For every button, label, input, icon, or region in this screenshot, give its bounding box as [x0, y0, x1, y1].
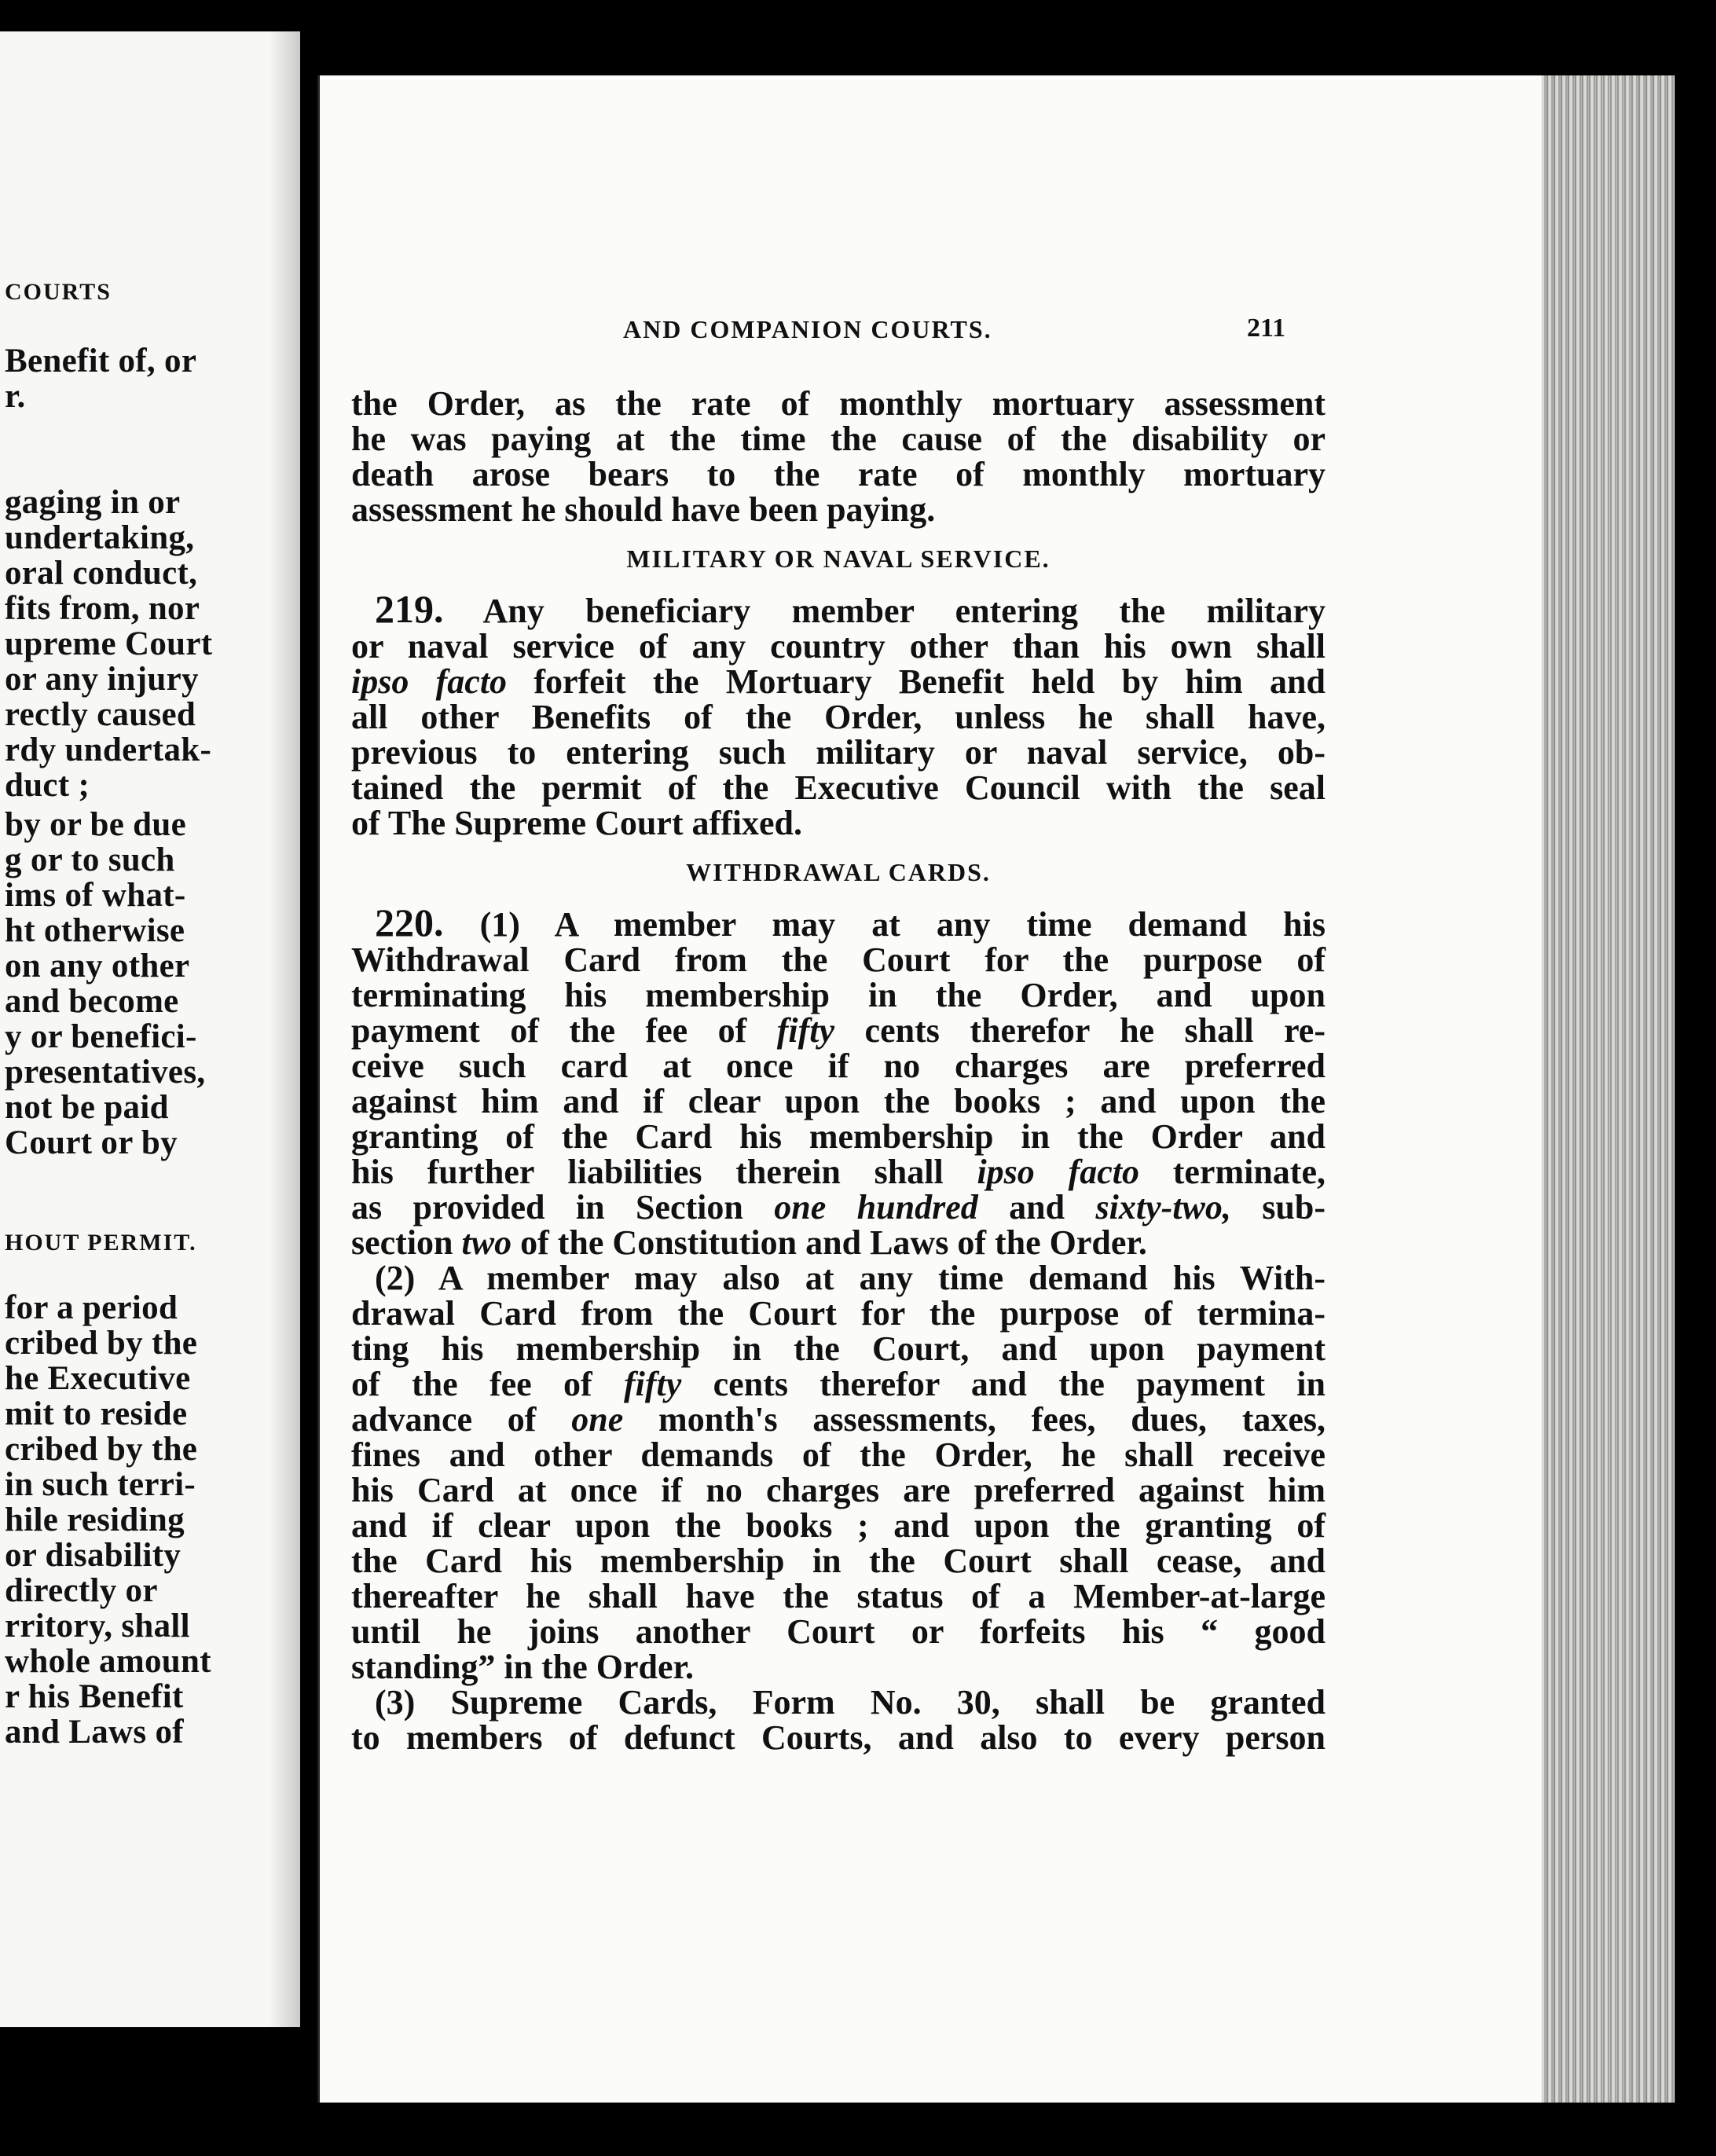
section-number-220: 220. [375, 900, 444, 944]
left-page-line: or disability [5, 1537, 182, 1574]
left-page-line: directly or [5, 1572, 158, 1609]
text-line: ipso facto forfeit the Mortuary Benefit held by him and [351, 662, 1326, 701]
text-line: thereafter he shall have the status of a Member-at-large [351, 1577, 1326, 1615]
left-page-line: for a period [5, 1289, 178, 1326]
left-page-line: cribed by the [5, 1325, 198, 1362]
page-number: 211 [1247, 314, 1286, 343]
section-number-219: 219. [375, 587, 444, 631]
text-line: drawal Card from the Court for the purpose of termina- [351, 1294, 1326, 1333]
text-line: until he joins another Court or forfeits his “ good [351, 1612, 1326, 1651]
left-page-line: or any injury [5, 661, 199, 698]
left-page-line: and become [5, 983, 179, 1020]
left-page-line: in such terri- [5, 1466, 196, 1503]
text-line: fines and other demands of the Order, he shall receive [351, 1436, 1326, 1474]
left-page-line: fits from, nor [5, 590, 200, 627]
left-page-line: gaging in or [5, 484, 181, 521]
page-edges [1542, 75, 1675, 2103]
left-page-line: ims of what- [5, 877, 186, 914]
text-line: of the fee of fifty cents therefor and the payment in [351, 1365, 1326, 1403]
left-page-line: on any other [5, 948, 190, 984]
left-page-heading: HOUT PERMIT. [5, 1230, 197, 1256]
text-line: the Order, as the rate of monthly mortuary assessment [351, 384, 1326, 423]
page-body [351, 386, 1326, 1755]
text-line: the Card his membership in the Court shall cease, and [351, 1542, 1326, 1580]
text-line: assessment he should have been paying. [351, 490, 936, 529]
left-page-line: and Laws of [5, 1714, 184, 1751]
text-line: he was paying at the time the cause of the disability or [351, 420, 1326, 458]
left-page-line: r. [5, 378, 26, 415]
text-line: tained the permit of the Executive Council with the seal [351, 768, 1326, 807]
left-page-line: rectly caused [5, 696, 196, 733]
left-page-line: hile residing [5, 1502, 185, 1538]
left-page-line: cribed by the [5, 1431, 198, 1468]
left-page-line: r his Benefit [5, 1678, 184, 1715]
section-220-line: 220. (1) A member may at any time demand his [375, 900, 1326, 944]
section-heading-withdrawal: WITHDRAWAL CARDS. [686, 858, 991, 886]
text-line: (3) Supreme Cards, Form No. 30, shall be granted [375, 1683, 1326, 1722]
left-page-line: Benefit of, or [5, 343, 197, 380]
left-page-line: presentatives, [5, 1054, 206, 1091]
text-line: and if clear upon the books ; and upon the granting of [351, 1506, 1326, 1545]
section-219-line: 219. Any beneficiary member entering the military [375, 587, 1326, 631]
left-page-line: upreme Court [5, 625, 213, 662]
text-line: (2) A member may also at any time demand his With- [375, 1259, 1326, 1297]
running-head: AND COMPANION COURTS. [623, 315, 992, 343]
text-line: granting of the Card his membership in the Order and [351, 1117, 1326, 1156]
text-line: his further liabilities therein shall ipso facto terminate, [351, 1153, 1326, 1191]
text-line: ting his membership in the Court, and upon payment [351, 1329, 1326, 1368]
book-spine [300, 47, 317, 2090]
left-page [0, 31, 300, 2027]
text-line: to members of defunct Courts, and also to every person [351, 1718, 1326, 1757]
text-line: or naval service of any country other than his own shall [351, 627, 1326, 666]
right-page [317, 75, 1675, 2103]
left-page-line: Court or by [5, 1124, 178, 1161]
left-page-line: duct ; [5, 767, 90, 804]
text-line: standing” in the Order. [351, 1648, 695, 1686]
text-line: all other Benefits of the Order, unless he shall have, [351, 698, 1326, 736]
left-page-line: g or to such [5, 842, 175, 878]
left-page-line: mit to reside [5, 1395, 188, 1432]
text-line: of The Supreme Court affixed. [351, 804, 803, 842]
text-line: as provided in Section one hundred and sixty-two, sub- [351, 1188, 1326, 1226]
text-line: against him and if clear upon the books ; and upon the [351, 1082, 1326, 1120]
left-page-line: whole amount [5, 1643, 211, 1680]
left-page-line: not be paid [5, 1089, 169, 1126]
left-page-line: undertaking, [5, 519, 195, 556]
left-page-line: ht otherwise [5, 912, 185, 949]
text-line: previous to entering such military or naval service, ob- [351, 733, 1326, 772]
text-line: advance of one month's assessments, fees, dues, taxes, [351, 1400, 1326, 1439]
left-page-line: oral conduct, [5, 555, 198, 592]
left-page-line: rdy undertak- [5, 732, 212, 768]
left-page-line: he Executive [5, 1360, 191, 1397]
text-line: terminating his membership in the Order, and upon [351, 976, 1326, 1014]
left-page-line: y or benefici- [5, 1018, 197, 1055]
left-page-line: by or be due [5, 806, 186, 843]
text-line: ceive such card at once if no charges are preferred [351, 1047, 1326, 1085]
left-page-heading: COURTS [5, 279, 112, 305]
section-heading-military: MILITARY OR NAVAL SERVICE. [626, 544, 1050, 573]
text-line: payment of the fee of fifty cents therefor he shall re- [351, 1011, 1326, 1050]
text-line: his Card at once if no charges are preferred against him [351, 1471, 1326, 1509]
gutter-shadow [269, 31, 300, 2027]
text-line: section two of the Constitution and Laws of the Order. [351, 1223, 1147, 1262]
text-line: Withdrawal Card from the Court for the purpose of [351, 940, 1326, 979]
left-page-line: rritory, shall [5, 1608, 190, 1644]
text-line: death arose bears to the rate of monthly mortuary [351, 455, 1326, 493]
